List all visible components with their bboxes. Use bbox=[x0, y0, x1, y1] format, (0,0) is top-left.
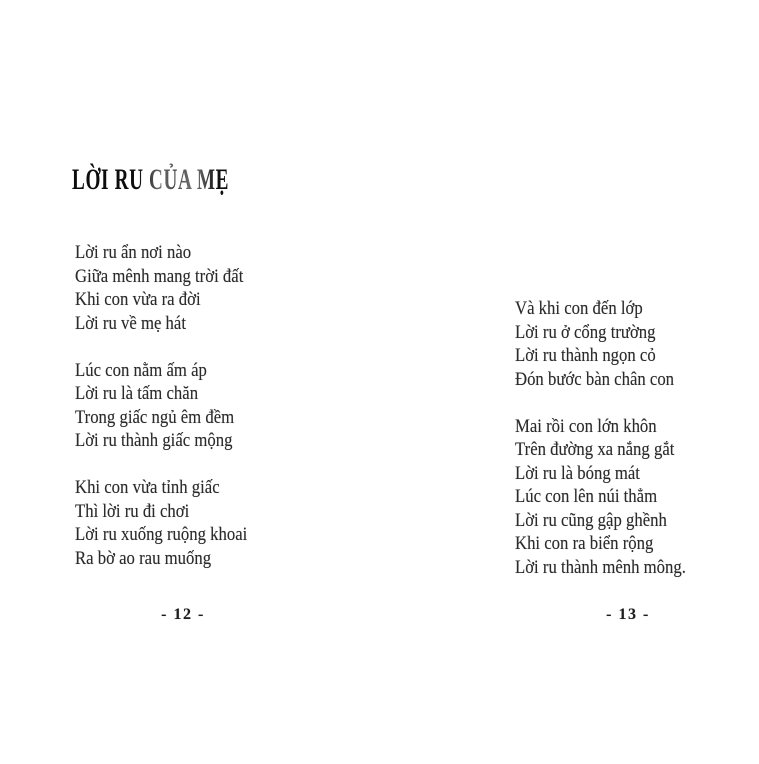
page-number-left: - 12 - bbox=[161, 606, 205, 623]
poem-line: Thì lời ru đi chơi bbox=[75, 500, 190, 522]
stanza-1 bbox=[75, 241, 247, 335]
poem-line: Lời ru ẩn nơi nào bbox=[75, 242, 192, 263]
stanza-2 bbox=[75, 359, 247, 453]
poem-line: Mai rồi con lớn khôn bbox=[515, 415, 657, 437]
poem-line: Lời ru cũng gập ghềnh bbox=[515, 509, 667, 531]
poem-line: Lúc con nằm ấm áp bbox=[75, 359, 207, 381]
poem-line: Lúc con lên núi thẳm bbox=[515, 486, 658, 507]
poem-line: Khi con ra biển rộng bbox=[515, 533, 654, 554]
poem-line: Lời ru về mẹ hát bbox=[75, 312, 186, 334]
poem-line: Trên đường xa nắng gắt bbox=[515, 439, 675, 460]
poem-line: Khi con vừa tỉnh giấc bbox=[75, 477, 220, 498]
poem-line: Đón bước bàn chân con bbox=[515, 368, 675, 390]
poem-line: Lời ru thành giấc mộng bbox=[75, 430, 233, 451]
poem-line: Trong giấc ngủ êm đềm bbox=[75, 406, 235, 428]
stanza-4 bbox=[515, 297, 686, 391]
poem-title: LỜI RU CỦA MẸ bbox=[72, 163, 230, 196]
poem-line: Và khi con đến lớp bbox=[515, 298, 643, 319]
right-page-poem bbox=[515, 297, 686, 579]
poem-line: Giữa mênh mang trời đất bbox=[75, 265, 244, 287]
poem-line: Lời ru thành ngọn cỏ bbox=[515, 345, 656, 366]
left-page-poem bbox=[75, 241, 247, 570]
poem-line: Khi con vừa ra đời bbox=[75, 289, 201, 310]
poem-line: Lời ru xuống ruộng khoai bbox=[75, 524, 248, 545]
poem-line: Lời ru là bóng mát bbox=[515, 462, 640, 484]
page-number-right: - 13 - bbox=[606, 606, 650, 623]
poem-line: Lời ru là tấm chăn bbox=[75, 383, 199, 404]
stanza-5 bbox=[515, 415, 686, 580]
poem-line: Lời ru thành mênh mông. bbox=[515, 556, 686, 578]
stanza-3 bbox=[75, 476, 247, 570]
poem-line: Ra bờ ao rau muống bbox=[75, 547, 212, 569]
poem-line: Lời ru ở cổng trường bbox=[515, 321, 656, 343]
